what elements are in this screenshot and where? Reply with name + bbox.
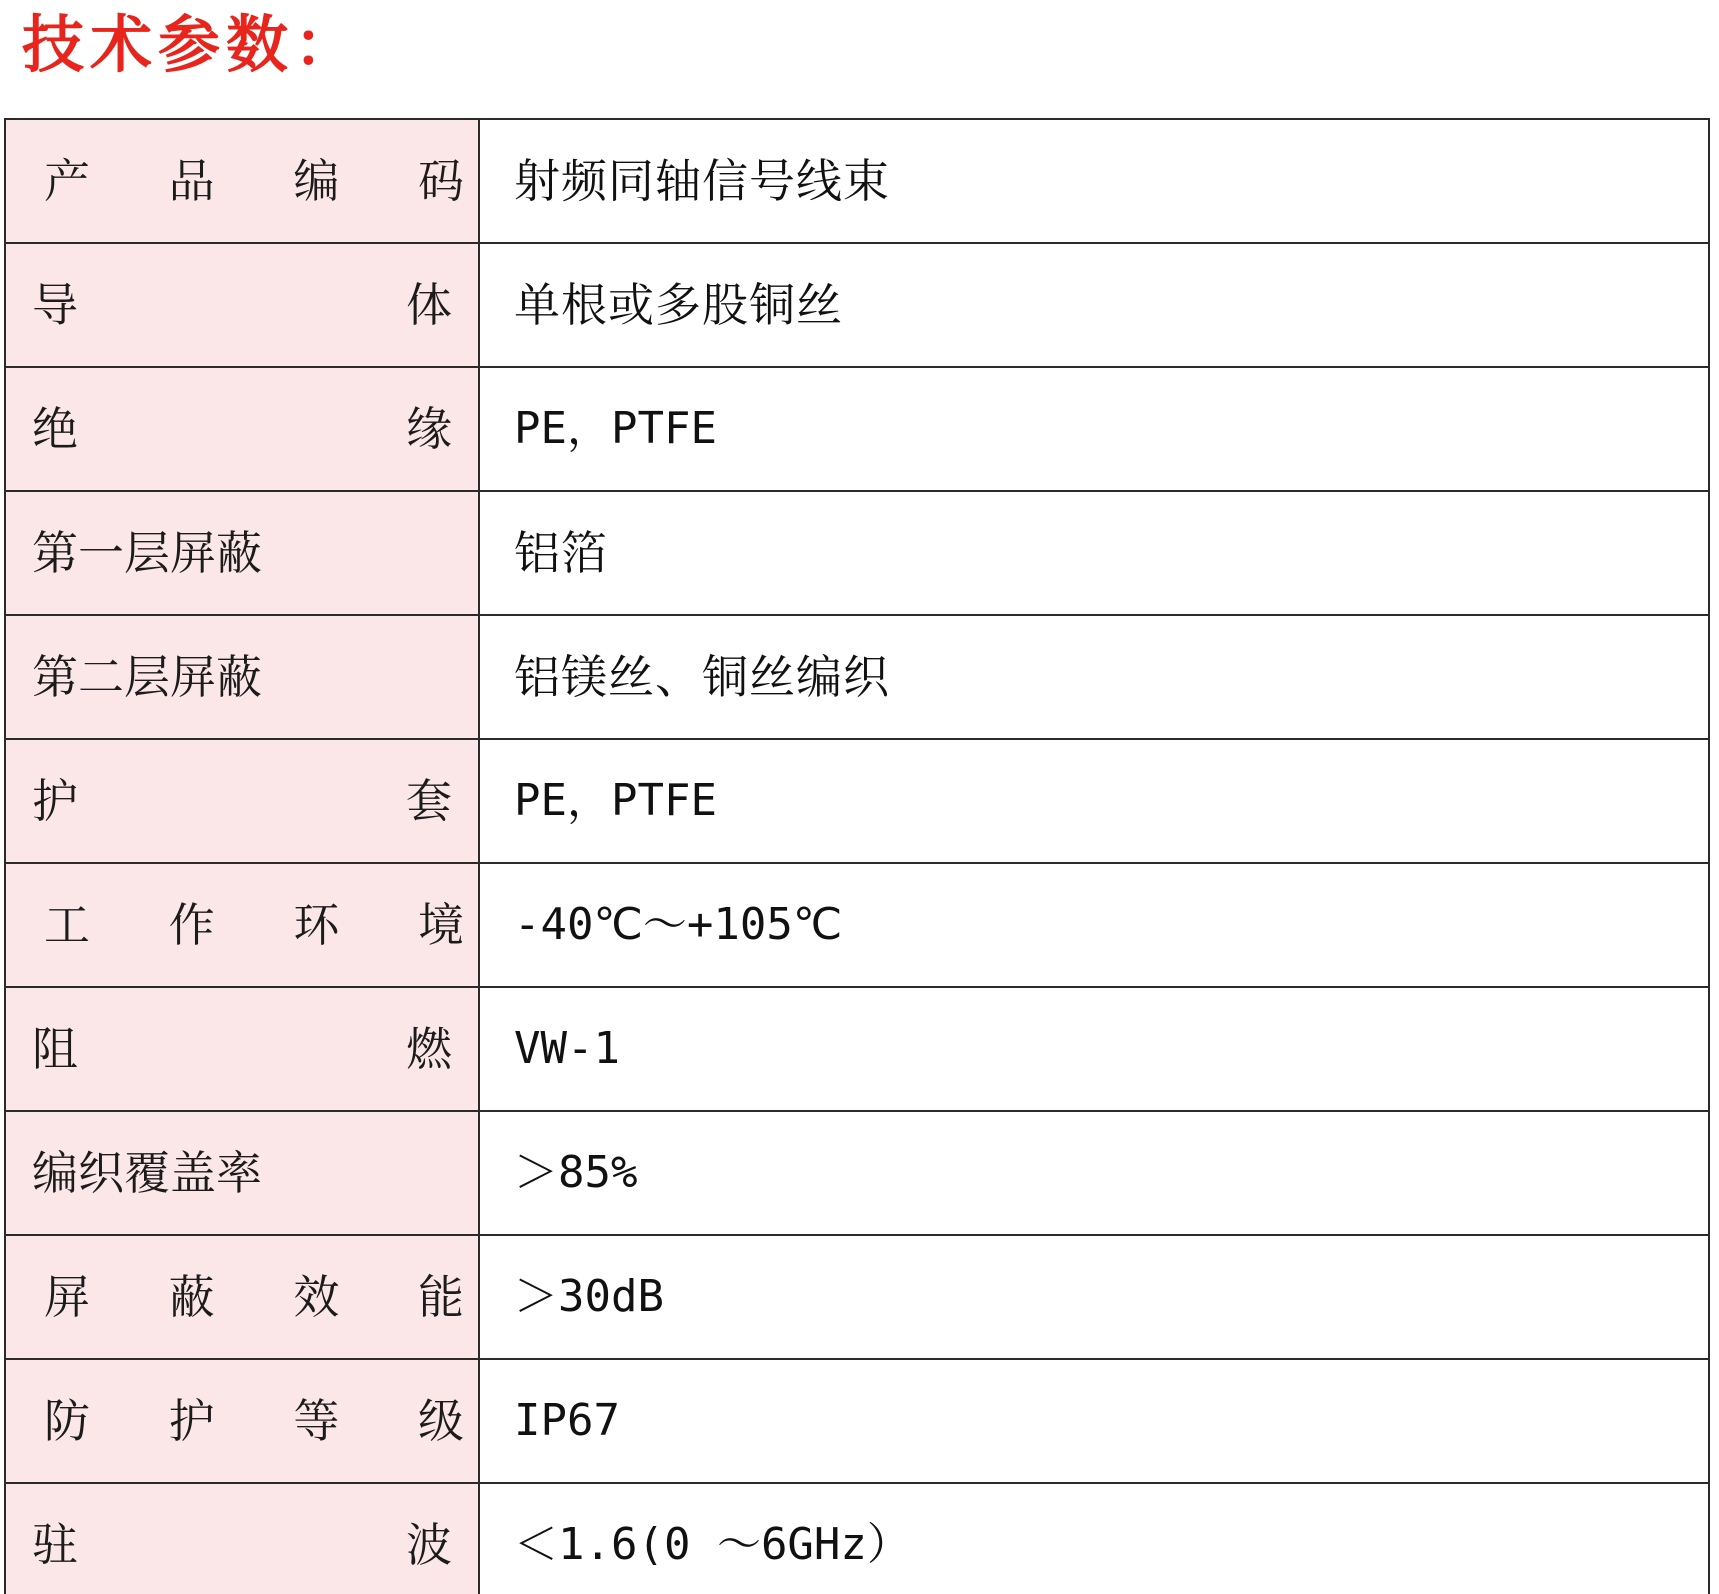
row-label-cell bbox=[5, 119, 479, 243]
row-label-cell bbox=[5, 987, 479, 1111]
label-char: 蔽 bbox=[216, 649, 262, 704]
table-row bbox=[5, 615, 1709, 739]
label-char: 绝 bbox=[32, 401, 78, 456]
row-value-cell: 射频同轴信号线束 bbox=[479, 119, 1709, 243]
label-char: 层 bbox=[124, 525, 170, 580]
label-char: 级 bbox=[417, 1393, 464, 1448]
label-char: 第 bbox=[32, 649, 78, 704]
label-char: 蔽 bbox=[168, 1269, 215, 1324]
label-char: 覆 bbox=[124, 1145, 170, 1200]
row-label-cell bbox=[5, 243, 479, 367]
label-char: 层 bbox=[124, 649, 170, 704]
table-row bbox=[5, 987, 1709, 1111]
row-label bbox=[32, 1269, 476, 1324]
row-label-cell bbox=[5, 367, 479, 491]
label-char: 驻 bbox=[32, 1517, 78, 1572]
label-char: 体 bbox=[406, 277, 452, 332]
label-char: 境 bbox=[417, 897, 464, 952]
row-label-cell bbox=[5, 863, 479, 987]
table-row bbox=[5, 243, 1709, 367]
row-label-cell bbox=[5, 615, 479, 739]
label-char: 能 bbox=[417, 1269, 464, 1324]
label-char: 效 bbox=[293, 1269, 340, 1324]
label-char: 防 bbox=[44, 1393, 90, 1448]
row-label bbox=[32, 153, 476, 208]
row-label bbox=[32, 649, 452, 704]
label-char: 作 bbox=[168, 897, 215, 952]
row-value-cell: 铝箔 bbox=[479, 491, 1709, 615]
row-value-cell: IP67 bbox=[479, 1359, 1709, 1483]
row-label bbox=[32, 1393, 476, 1448]
label-char: 屏 bbox=[170, 525, 216, 580]
row-label-cell bbox=[5, 1483, 479, 1594]
row-value-cell: ＞85% bbox=[479, 1111, 1709, 1235]
label-char: 燃 bbox=[406, 1021, 452, 1076]
row-label bbox=[32, 401, 452, 456]
label-char: 编 bbox=[32, 1145, 78, 1200]
label-char: 编 bbox=[293, 153, 340, 208]
row-label bbox=[32, 1021, 452, 1076]
label-char: 导 bbox=[32, 277, 78, 332]
label-char: 一 bbox=[78, 525, 124, 580]
row-value-cell: ＜1.6(0 ～6GHz） bbox=[479, 1483, 1709, 1594]
label-char: 波 bbox=[406, 1517, 452, 1572]
row-label bbox=[32, 1145, 452, 1200]
row-label-cell bbox=[5, 491, 479, 615]
table-row bbox=[5, 739, 1709, 863]
label-char: 缘 bbox=[406, 401, 452, 456]
row-label-cell bbox=[5, 1359, 479, 1483]
label-char: 屏 bbox=[44, 1269, 90, 1324]
label-char: 套 bbox=[406, 773, 452, 828]
row-label bbox=[32, 525, 452, 580]
label-char: 率 bbox=[216, 1145, 262, 1200]
row-label bbox=[32, 897, 476, 952]
row-value-cell: ＞30dB bbox=[479, 1235, 1709, 1359]
label-char: 阻 bbox=[32, 1021, 78, 1076]
technical-parameters-table bbox=[4, 118, 1710, 1594]
label-char: 二 bbox=[78, 649, 124, 704]
row-value-cell: VW-1 bbox=[479, 987, 1709, 1111]
label-char: 护 bbox=[168, 1393, 215, 1448]
row-label-cell bbox=[5, 1111, 479, 1235]
label-char: 环 bbox=[293, 897, 340, 952]
table-row bbox=[5, 1111, 1709, 1235]
row-label bbox=[32, 277, 452, 332]
table-row bbox=[5, 1359, 1709, 1483]
table-body bbox=[5, 119, 1709, 1594]
label-char: 蔽 bbox=[216, 525, 262, 580]
row-label-cell bbox=[5, 1235, 479, 1359]
label-char: 码 bbox=[417, 153, 464, 208]
row-value-cell: 铝镁丝、铜丝编织 bbox=[479, 615, 1709, 739]
row-label bbox=[32, 773, 452, 828]
label-char: 护 bbox=[32, 773, 78, 828]
table-row bbox=[5, 367, 1709, 491]
table-row bbox=[5, 491, 1709, 615]
label-char: 屏 bbox=[170, 649, 216, 704]
table-row bbox=[5, 1483, 1709, 1594]
label-char: 品 bbox=[168, 153, 215, 208]
table-row bbox=[5, 863, 1709, 987]
table-row bbox=[5, 1235, 1709, 1359]
row-value-cell: -40℃～+105℃ bbox=[479, 863, 1709, 987]
row-label-cell bbox=[5, 739, 479, 863]
row-value-cell: PE，PTFE bbox=[479, 367, 1709, 491]
label-char: 等 bbox=[293, 1393, 340, 1448]
row-label bbox=[32, 1517, 452, 1572]
page-title: 技术参数： bbox=[22, 8, 363, 81]
label-char: 盖 bbox=[170, 1145, 216, 1200]
row-value-cell: PE，PTFE bbox=[479, 739, 1709, 863]
label-char: 工 bbox=[44, 897, 90, 952]
label-char: 第 bbox=[32, 525, 78, 580]
row-value-cell: 单根或多股铜丝 bbox=[479, 243, 1709, 367]
table-row bbox=[5, 119, 1709, 243]
label-char: 织 bbox=[78, 1145, 124, 1200]
label-char: 产 bbox=[44, 153, 90, 208]
